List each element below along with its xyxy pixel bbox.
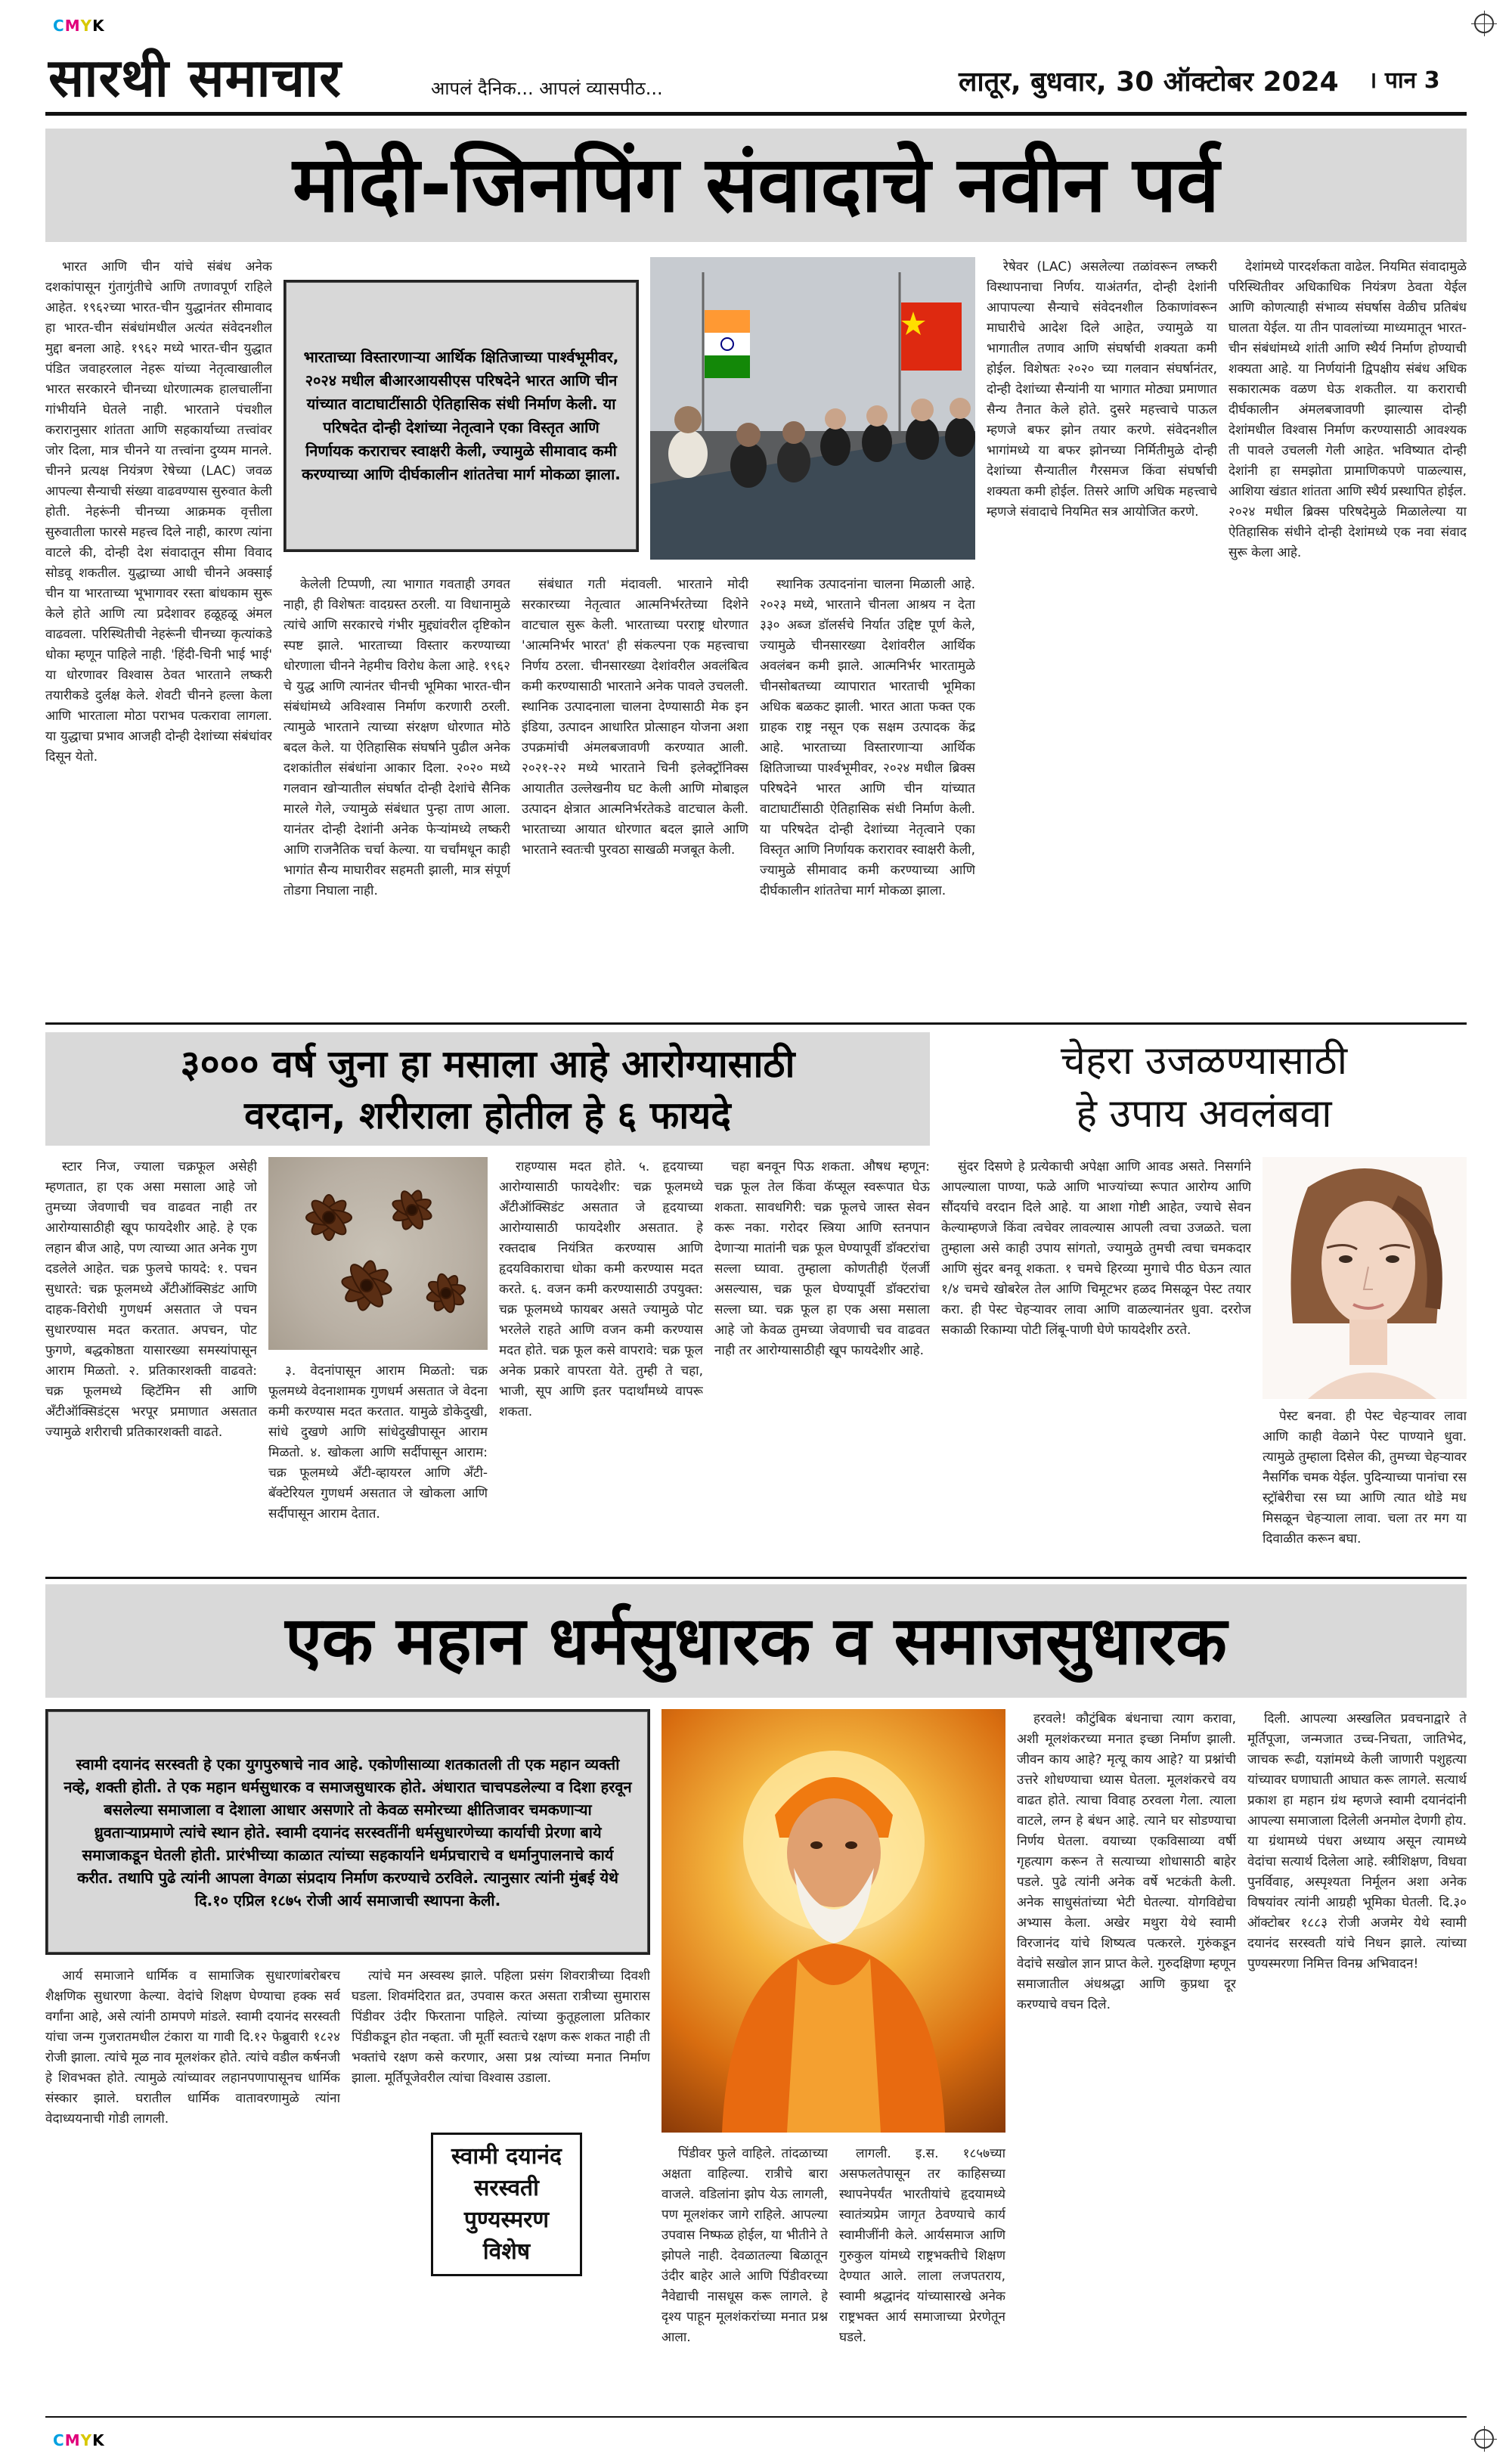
article1-col3: संबंधात गती मंदावली. भारताने मोदी सरकारच्या नेतृत्वात आत्मनिर्भरतेच्या दिशेने वाटचाल सुरू केली. भारताच्या परराष्ट्र धोरणात 'आत्मनिर्भर भारत' ही संकल्पना एक महत्त्वाचा निर्णय ठरला. चीनसारख्या देशांवरील अवलंबित्व कमी करण्यासाठी भारताने अनेक पावले उचलली. स्थानिक उत्पादनाला चालना देण्यासाठी मेक इन इंडिया, उत्पादन आधारित प्रोत्साहन योजना अशा उपक्रमांची अंमलबजावणी करण्यात आली. २०२१-२२ मध्ये भारताने चिनी इलेक्ट्रॉनिक्स आयातीत उल्लेखनीय घट केली आणि मोबाइल उत्पादन क्षेत्रात आत्मनिर्भरतेकडे वाटचाल केली. भारताच्या आयात धोरणात बदल झाले आणि भारताने स्वतःची पुरवठा साखळी मजबूत केली.: [522, 577, 748, 858]
swami-illustration: [662, 1709, 1005, 2133]
article3-col2: पेस्ट बनवा. ही पेस्ट चेहऱ्यावर लावा आणि काही वेळाने पेस्ट पाण्याने धुवा. त्यामुळे तुम्हाला दिसेल की, तुमच्या चेहऱ्यावर नैसर्गिक चमक येईल. पुदिन्याच्या पानांचा रस स्ट्रॉबेरीचा रस घ्या आणि त्यात थोडे मध मिसळून चेहऱ्याला लावा. चला तर मग या दिवाळीत करून बघा.: [1263, 1409, 1467, 1546]
article4-col-bottom3: पिंडीवर फुले वाहिले. तांदळाच्या अक्षता वाहिल्या. रात्रीचे बारा वाजले. वडिलांना झोप येऊ लागली, पण मूलशंकर जागे राहिले. आपल्या उपवास निष्फळ होईल, या भीतीने ते झोपले नाही. देवळातल्या बिळातून उंदीर बाहेर आले आणि पिंडीवरच्या नैवेद्याची नासधूस करू लागले. हे दृश्य पाहून मूलशंकरांच्या मनात प्रश्न आला.: [662, 2146, 828, 2345]
article4-col-bottom4: लागली. इ.स. १८५७च्या असफलतेपासून तर काहिसच्या स्थापनेपर्यंत भारतीयांचे हृदयामध्ये स्वातंत्र्यप्रेम जागृत ठेवण्याचे कार्य स्वामीजींनी केले. आर्यसमाज आणि गुरुकुल यांमध्ये राष्ट्रभक्तीचे शिक्षण देण्यात आले. लाला लजपतराय, स्वामी श्रद्धानंद यांच्यासारखे अनेक राष्ट्रभक्त आर्य समाजाच्या प्रेरणेतून घडले.: [839, 2146, 1005, 2345]
article1-col6: देशांमध्ये पारदर्शकता वाढेल. नियमित संवादामुळे परिस्थितीवर अधिकाधिक नियंत्रण ठेवता येईल आणि कोणत्याही संभाव्य संघर्षास वेळीच प्रतिबंध घालता येईल. या तीन पावलांच्या माध्यमातून भारत-चीन संबंधांमध्ये शांती आणि स्थैर्य निर्माण होण्याची शक्यता आहे. या निर्णयांनी द्विपक्षीय संबंध अधिक सकारात्मक वळण घेऊ शकतील. या कराराची दीर्घकालीन अंमलबजावणी झाल्यास दोन्ही देशांमधील विश्वास निर्माण करण्यासाठी आवश्यक ती पावले उचलली गेली आहेत. भविष्यात दोन्ही देशांनी हा समझोता प्रामाणिकपणे पाळल्यास, आशिया खंडात शांतता आणि स्थैर्य प्रस्थापित होईल. २०२४ मधील ब्रिक्स परिषदेमुळे मिळालेल्या या ऐतिहासिक संधीने दोन्ही देशांमध्ये एक नवा संवाद सुरू केला आहे.: [1228, 259, 1467, 560]
dateline: लातूर, बुधवार, 30 ऑक्टोबर 2024: [959, 67, 1339, 98]
page-number: । पान 3: [1368, 67, 1440, 94]
section-divider-1: [45, 1022, 1467, 1025]
meeting-illustration: [650, 257, 975, 560]
special-label-box: स्वामी दयानंद सरस्वती पुण्यस्मरण विशेष: [431, 2133, 582, 2276]
article4-col-bottom2: त्यांचे मन अस्वस्थ झाले. पहिला प्रसंग शिवरात्रीच्या दिवशी घडला. शिवमंदिरात व्रत, उपवास करत असता रात्रीच्या सुमारास पिंडीवर उंदीर फिरताना पाहिले. त्यांच्या कुतूहलाला प्रतिकार पिंडीकडून होत नव्हता. जी मूर्ती स्वतःचे रक्षण करू शकत नाही ती भक्तांचे रक्षण कसे करणार, असा प्रश्न त्यांच्या मनात निर्माण झाला. मूर्तिपूजेवरील त्यांचा विश्वास उडाला.: [352, 1968, 650, 2086]
article1-highlight-box: भारताच्या विस्तारणाऱ्या आर्थिक क्षितिजाच्या पार्श्वभूमीवर, २०२४ मधील बीआरआयसीएस परिषदेने भारत आणि चीन यांच्यात वाटाघाटींसाठी ऐतिहासिक संधी निर्माण केली. या परिषदेत दोन्ही देशांच्या नेतृत्वाने एका विस्तृत आणि निर्णायक कराराचर स्वाक्षरी केली, ज्यामुळे सीमावाद कमी करण्याच्या आणि दीर्घकालीन शांततेचा मार्ग मोकळा झाला.: [284, 280, 639, 552]
article2-col1: स्टार निज, ज्याला चक्रफूल असेही म्हणतात, हा एक असा मसाला आहे जो तुमच्या जेवणाची चव वाढवत नाही तर आरोग्यासाठीही खूप फायदेशीर आहे. हे एक लहान बीज आहे, पण त्याच्या आत अनेक गुण दडलेले आहेत. चक्र फुलचे फायदे: १. पचन सुधारते: चक्र फूलमध्ये अँटीऑक्सिडंट आणि दाहक-विरोधी गुणधर्म असतात जे पचन सुधारण्यास मदत करतात. अपचन, पोट फुगणे, बद्धकोष्ठता यासारख्या समस्यांपासून आराम मिळतो. २. प्रतिकारशक्ती वाढवते: चक्र फूलमध्ये व्हिटॅमिन सी आणि अँटीऑक्सिडंट्स भरपूर प्रमाणात असतात ज्यामुळे शरीराची प्रतिकारशक्ती वाढते.: [45, 1159, 257, 1440]
face-illustration: [1263, 1157, 1467, 1399]
article2-col2: ३. वेदनांपासून आराम मिळतो: चक्र फूलमध्ये वेदनाशामक गुणधर्म असतात जे वेदना कमी करण्यास मदत करतात. यामुळे डोकेदुखी, सांधे दुखणे आणि सांधेदुखीपासून आराम मिळतो. ४. खोकला आणि सर्दीपासून आराम: चक्र फूलमध्ये अँटी-व्हायरल आणि अँटी-बॅक्टेरियल गुणधर्म असतात जे खोकला आणि सर्दीपासून आराम देतात.: [268, 1363, 488, 1522]
masthead-title: सारथी समाचार: [48, 46, 342, 109]
article1-headline: मोदी-जिनपिंग संवादाचे नवीन पर्व: [293, 140, 1219, 230]
article3-headline-line1: चेहरा उजळण्यासाठी: [1060, 1038, 1348, 1084]
photo-star-anise: [268, 1157, 488, 1350]
article3-col1: सुंदर दिसणे हे प्रत्येकाची अपेक्षा आणि आवड असते. निसर्गाने आपल्याला पाण्या, फळे आणि भाज्यांच्या रूपात आरोग्य आणि सौंदर्याचे वरदान दिले आहे. या आशा गोष्टी आहेत, ज्याचे सेवन केल्याम्हणजे किंवा त्वचेवर लावल्यास आपली त्वचा उजळते. चला तुम्हाला असे काही उपाय सांगतो, ज्यामुळे तुमची त्वचा चमकदार आणि सुंदर बनवू शकता. १ चमचे हिरव्या मुगाचे पीठ घेऊन त्यात १/४ चमचे खोबरेल तेल आणि चिमूटभर हळद मिसळून पेस्ट तयार करा. ही पेस्ट चेहऱ्यावर लावा आणि वाळल्यानंतर धुवा. दररोज सकाळी रिकाम्या पोटी लिंबू-पाणी घेणे फायदेशीर ठरते.: [941, 1159, 1251, 1338]
photo-modi-jinping-meeting: [650, 257, 975, 560]
article2-col3: राहण्यास मदत होते. ५. हृदयाच्या आरोग्यासाठी फायदेशीर: चक्र फूलमध्ये अँटीऑक्सिडंट असतात जे हृदयाच्या आरोग्यासाठी फायदेशीर असतात. हे रक्तदाब नियंत्रित करण्यास आणि हृदयविकाराचा धोका कमी करण्यास मदत करते. ६. वजन कमी करण्यासाठी उपयुक्त: चक्र फूलमध्ये फायबर असते ज्यामुळे पोट भरलेले राहते आणि वजन कमी करण्यास मदत होते. चक्र फूल कसे वापरावे: चक्र फूल अनेक प्रकारे वापरता येते. तुम्ही ते चहा, भाजी, सूप आणि इतर पदार्थांमध्ये वापरू शकता.: [499, 1159, 703, 1419]
article1-col4: स्थानिक उत्पादनांना चालना मिळाली आहे. २०२३ मध्ये, भारताने चीनला आश्रय न देता ३३० अब्ज डॉलर्सचे निर्यात उद्दिष्ट पूर्ण केले, ज्यामुळे चीनसारख्या देशांवरील आर्थिक अवलंबन कमी झाले. आत्मनिर्भर भारतामुळे चीनसोबतच्या व्यापारात भारताची भूमिका अधिक बळकट झाली. भारत आता फक्त एक ग्राहक राष्ट्र नसून एक सक्षम उत्पादक केंद्र आहे. भारताच्या विस्तारणाऱ्या आर्थिक क्षितिजाच्या पार्श्वभूमीवर, २०२४ मधील ब्रिक्स परिषदेने भारत आणि चीन यांच्यात वाटाघाटींसाठी ऐतिहासिक संधी निर्माण केली. या परिषदेत दोन्ही देशांच्या नेतृत्वाने एका विस्तृत आणि निर्णायक करारावर स्वाक्षरी केली, ज्यामुळे सीमावाद कमी करण्याच्या आणि दीर्घकालीन शांततेचा मार्ग मोकळा झाला.: [760, 577, 975, 898]
section-divider-2: [45, 1577, 1467, 1579]
article1-col1: भारत आणि चीन यांचे संबंध अनेक दशकांपासून गुंतागुंतीचे आणि तणावपूर्ण राहिले आहेत. १९६२च्या भारत-चीन युद्धानंतर सीमावाद हा भारत-चीन संबंधांमधील अत्यंत संवेदनशील मुद्दा बनला आहे. १९६२ मध्ये भारत-चीन युद्धात पंडित जवाहरलाल नेहरू यांच्या नेतृत्वाखालील भारत सरकारने चीनच्या धोरणात्मक हालचालींना गांभीर्याने घेतले नाही. भारताने पंचशील करारानुसार शांतता आणि सहकार्याच्या तत्त्वांवर जोर दिला, मात्र चीनने या तत्त्वांना दुय्यम मानले. चीनने प्रत्यक्ष नियंत्रण रेषेच्या (LAC) जवळ आपल्या सैन्याची संख्या वाढवण्यास सुरुवात केली होती. नेहरूंनी चीनच्या आक्रमक वृत्तीला सुरुवातीला फारसे महत्त्व दिले नाही, कारण त्यांना वाटले की, दोन्ही देश संवादातून सीमा विवाद सोडवू शकतील. युद्धाच्या आधी चीनने अक्साई चीन या भारताच्या भूभागावर रस्ता बांधकाम सुरू केले होते आणि त्या प्रदेशावर हळूहळू अंमल वाढवला. परिस्थितीची नेहरूंनी चीनच्या कृत्यांकडे धोका म्हणून पाहिले नाही. 'हिंदी-चिनी भाई भाई' या धोरणावर विश्वास ठेवत भारताने लष्करी तयारीकडे दुर्लक्ष केले. शेवटी चीनने हल्ला केला आणि भारताला मोठा पराभव पत्करावा लागला. या युद्धाचा प्रभाव आजही दोन्ही देशांच्या संबंधांवर दिसून येतो.: [45, 259, 272, 765]
article2-headline-line2: वरदान, शरीराला होतील हे ६ फायदे: [244, 1094, 731, 1137]
article4-col-bottom1: आर्य समाजाने धार्मिक व सामाजिक सुधारणांबरोबरच शैक्षणिक सुधारणा केल्या. वेदांचे शिक्षण घेण्याचा हक्क सर्व वर्गांना आहे, असे त्यांनी ठामपणे मांडले. स्वामी दयानंद सरस्वती यांचा जन्म गुजरातमधील टंकारा या गावी दि.१२ फेब्रुवारी १८२४ रोजी झाला. त्यांचे मूळ नाव मूलशंकर होते. त्यांचे वडील कर्षनजी हे शिवभक्त होते. त्यामुळे त्यांच्यावर लहानपणापासूनच धार्मिक संस्कार झाले. घरातील धार्मिक वातावरणामुळे त्यांना वेदाध्ययनाची गोडी लागली.: [45, 1968, 340, 2127]
article2-col4: चहा बनवून पिऊ शकता. औषध म्हणून: चक्र फूल तेल किंवा कॅप्सूल स्वरूपात घेऊ शकता. सावधगिरी: चक्र फूलचे जास्त सेवन करू नका. गरोदर स्त्रिया आणि स्तनपान देणाऱ्या मातांनी चक्र फूल घेण्यापूर्वी डॉक्टरांचा सल्ला घ्यावा. तुम्हाला कोणतीही ऍलर्जी असल्यास, चक्र फूल घेण्यापूर्वी डॉक्टरांचा सल्ला घ्या. चक्र फूल हा एक असा मसाला आहे जो केवळ तुमच्या जेवणाची चव वाढवत नाही तर आरोग्यासाठीही खूप फायदेशीर आहे.: [714, 1159, 930, 1358]
article4-headline: एक महान धर्मसुधारक व समाजसुधारक: [285, 1602, 1227, 1680]
masthead-tagline: आपलं दैनिक... आपलं व्यासपीठ...: [431, 78, 663, 99]
photo-woman-face: [1263, 1157, 1467, 1399]
article4-col-right2: दिली. आपल्या अस्खलित प्रवचनाद्वारे ते मूर्तिपूजा, जन्मजात उच्च-निचता, जातिभेद, जाचक रूढी, यज्ञांमध्ये केली जाणारी पशुहत्या यांच्यावर घणाघाती आघात करू लागले. सत्यार्थ प्रकाश हा महान ग्रंथ म्हणजे स्वामी दयानंदांनी आपल्या समाजाला दिलेली अनमोल देणगी होय. या ग्रंथामध्ये पंधरा अध्याय असून त्यामध्ये वेदांचा सत्यार्थ दिलेला आहे. स्त्रीशिक्षण, विधवा पुनर्विवाह, अस्पृश्यता निर्मूलन अशा अनेक विषयांवर त्यांनी आग्रही भूमिका घेतली. दि.३० ऑक्टोबर १८८३ रोजी अजमेर येथे स्वामी दयानंद सरस्वती यांचे निधन झाले. त्यांच्या पुण्यस्मरणा निमित्त विनम्र अभिवादन!: [1247, 1711, 1467, 1971]
masthead-rule: [45, 112, 1467, 116]
star-anise-icon: [268, 1157, 488, 1350]
article1-col2: केलेली टिप्पणी, त्या भागात गवताही उगवत नाही, ही विशेषतः वादग्रस्त ठरली. या विधानामुळे त्यांचे आणि सरकारचे गंभीर मुद्द्यांवरील दृष्टिकोन स्पष्ट झाले. भारताच्या विस्तार करण्याच्या धोरणाला चीनने नेहमीच विरोध केला आहे. १९६२ चे युद्ध आणि त्यानंतर चीनची भूमिका भारत-चीन संबंधांमध्ये अविश्वास निर्माण करणारी ठरली. त्यामुळे भारताने त्याच्या संरक्षण धोरणात मोठे बदल केले. या ऐतिहासिक संघर्षाने पुढील अनेक दशकांतील संबंधांना आकार दिला. २०२० मध्ये गलवान खोऱ्यातील संघर्षात दोन्ही देशांचे सैनिक मारले गेले, ज्यामुळे संबंधात पुन्हा ताण आला. यानंतर दोन्ही देशांनी अनेक फेऱ्यांमध्ये लष्करी आणि राजनैतिक चर्चा केल्या. या चर्चांमधून काही भागांत सैन्य माघारीवर सहमती झाली, मात्र संपूर्ण तोडगा निघाला नाही.: [284, 577, 510, 898]
cmyk-mark-bottom: CMYK: [53, 2431, 105, 2449]
bottom-rule: [45, 2416, 1467, 2418]
article2-headline-line1: ३००० वर्ष जुना हा मसाला आहे आरोग्यासाठी: [180, 1042, 795, 1086]
article1-col5: रेषेवर (LAC) असलेल्या तळांवरून लष्करी विस्थापनाचा निर्णय. याअंतर्गत, दोन्ही देशांनी आपापल्या सैन्याचे संवेदनशील ठिकाणांवरून माघारीचे आदेश दिले आहेत, ज्यामुळे या भागातील तणाव आणि संघर्षाची शक्यता कमी होईल. विशेषतः २०२० च्या गलवान संघर्षानंतर, दोन्ही देशांच्या सैन्यांनी या भागात मोठ्या प्रमाणात सैन्य तैनात केले होते. दुसरे महत्त्वाचे पाऊल म्हणजे बफर झोन तयार करणे. संवेदनशील भागांमध्ये या बफर झोनच्या निर्मितीमुळे दोन्ही देशांच्या सैन्यातील गैरसमज किंवा संघर्षाची शक्यता कमी होईल. तिसरे आणि अधिक महत्त्वाचे म्हणजे संवादाचे नियमित सत्र आयोजित करणे.: [987, 259, 1217, 520]
registration-mark-icon: [1474, 14, 1494, 33]
registration-mark-bottom-icon: [1474, 2429, 1494, 2449]
photo-swami-dayanand: [662, 1709, 1005, 2133]
article3-headline-line2: हे उपाय अवलंबवा: [1076, 1091, 1332, 1137]
article4-col-right1: हरवले! कौटुंबिक बंधनाचा त्याग करावा, अशी मूलशंकरच्या मनात इच्छा निर्माण झाली. जीवन काय आहे? मृत्यू काय आहे? या प्रश्नांची उत्तरे शोधण्याचा ध्यास घेतला. मूलशंकरचे वय वाढत होते. त्याचा विवाह ठरवला गेला. त्याला वाटले, लग्न हे बंधन आहे. त्याने घर सोडण्याचा निर्णय घेतला. वयाच्या एकविसाव्या वर्षी गृहत्याग करून ते सत्याच्या शोधासाठी बाहेर पडले. पुढे त्यांनी अनेक वर्षे भटकंती केली. अनेक साधुसंतांच्या भेटी घेतल्या. योगविद्येचा अभ्यास केला. अखेर मथुरा येथे स्वामी विरजानंद यांचे शिष्यत्व पत्करले. गुरुंकडून वेदांचे सखोल ज्ञान प्राप्त केले. गुरुदक्षिणा म्हणून समाजातील अंधश्रद्धा आणि कुप्रथा दूर करण्याचे वचन दिले.: [1017, 1711, 1236, 2012]
article4-highlight-box: स्वामी दयानंद सरस्वती हे एका युगपुरुषाचे नाव आहे. एकोणीसाव्या शतकातली ती एक महान व्यक्ती नव्हे, शक्ती होती. ते एक महान धर्मसुधारक व समाजसुधारक होते. अंधारात चाचपडलेल्या व दिशा हरवून बसलेल्या समाजाला व देशाला आधार असणारे तो केवळ समोरच्या क्षीतिजावर चमकणाऱ्या ध्रुवताऱ्याप्रमाणे त्यांचे स्थान होते. स्वामी दयानंद सरस्वतींनी धर्मसुधारणेच्या कार्याची प्रेरणा बाये समाजाकडून घेतली होती. प्रारंभीच्या काळात त्यांच्या सहकार्याने धर्मप्रचाराचे व धर्मानुपालनाचे कार्य करीत. तथापि पुढे त्यांनी आपला वेगळा संप्रदाय निर्माण करण्याचे ठरविले. त्यानुसार त्यांनी मुंबई येथे दि.१० एप्रिल १८७५ रोजी आर्य समाजाची स्थापना केली.: [45, 1709, 650, 1955]
cmyk-mark-top: CMYK: [53, 17, 105, 35]
